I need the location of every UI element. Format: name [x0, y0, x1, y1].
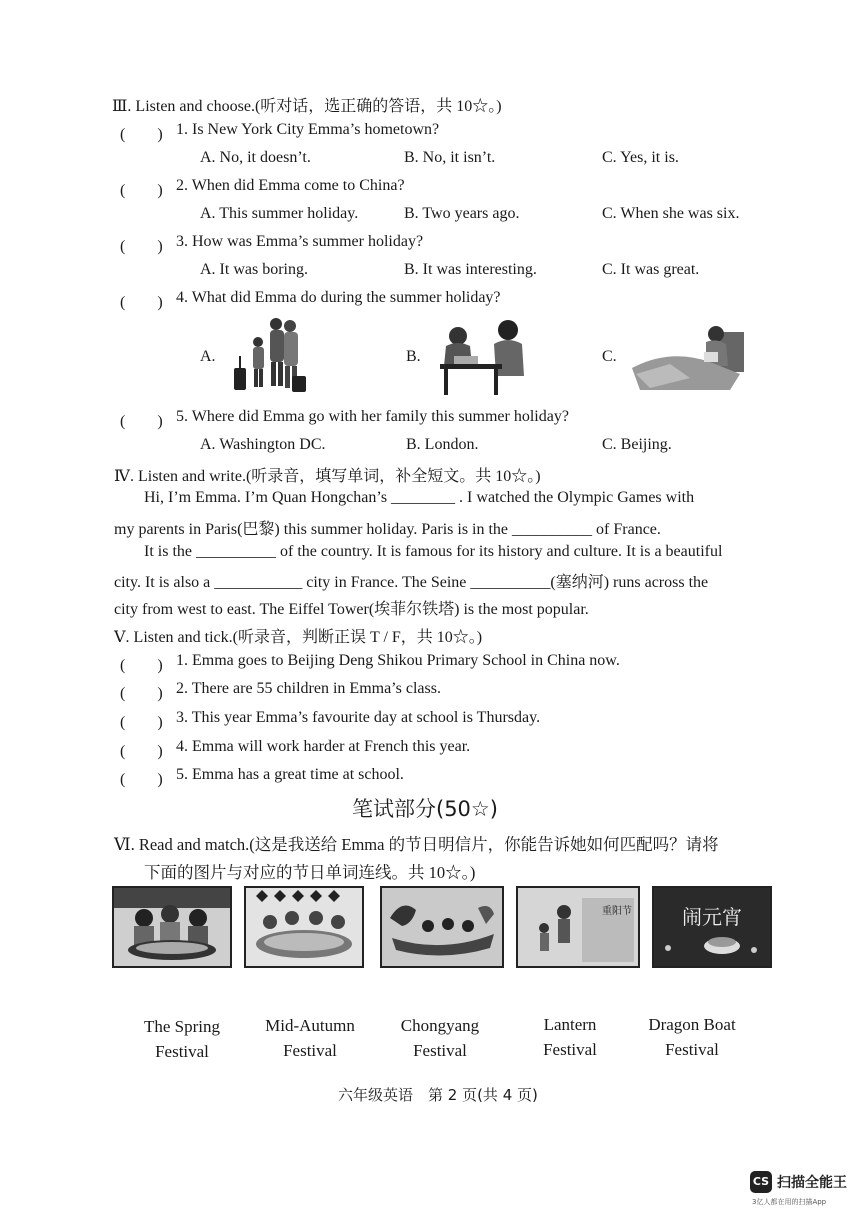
- q3-2-option-a: A. This summer holiday.: [200, 205, 359, 222]
- written-part-title: 笔试部分(50☆): [352, 797, 498, 821]
- q3-1-option-c: C. Yes, it is.: [602, 149, 679, 166]
- passage-line-1: Hi, I’m Emma. I’m Quan Hongchan’s ________ . I watched the Olympic Games with: [144, 489, 695, 506]
- section-6-title-line-2: 下面的图片与对应的节日单词连线。共 10☆。): [144, 863, 476, 882]
- q3-4-option-a: A.: [200, 348, 216, 365]
- festival-label-mid-autumn: [250, 1013, 370, 1063]
- q3-4-option-c: C.: [602, 348, 617, 365]
- q3-5-option-c: C. Beijing.: [602, 436, 672, 453]
- festival-dragon-boat-line2: Festival: [665, 1040, 719, 1059]
- festival-chongyang-line2: Festival: [413, 1041, 467, 1060]
- q5-3-bracket: ( ): [120, 714, 163, 731]
- festival-label-chongyang: [380, 1013, 500, 1063]
- q5-1-text: 1. Emma goes to Beijing Deng Shikou Primary School in China now.: [176, 652, 620, 669]
- q3-2-bracket: ( ): [120, 182, 163, 199]
- festival-chongyang-line1: Chongyang: [400, 1016, 480, 1035]
- travel-family-icon: [228, 316, 312, 398]
- q3-1-bracket: ( ): [120, 126, 163, 143]
- q3-3-text: 3. How was Emma’s summer holiday?: [176, 233, 424, 250]
- q3-4-bracket: ( ): [120, 294, 163, 311]
- festival-dragon-boat-line1: Dragon Boat: [648, 1015, 736, 1034]
- q3-4-text: 4. What did Emma do during the summer holiday?: [176, 289, 501, 306]
- watermark-name: 扫描全能王: [777, 1175, 847, 1191]
- q3-1-option-a: A. No, it doesn’t.: [200, 149, 311, 166]
- passage-line-2: my parents in Paris(巴黎) this summer holiday. Paris is in the __________ of France.: [114, 521, 661, 538]
- q3-3-option-a: A. It was boring.: [200, 261, 308, 278]
- q3-5-bracket: ( ): [120, 413, 163, 430]
- q5-5-bracket: ( ): [120, 771, 163, 788]
- chongyang-card-icon: [516, 886, 640, 968]
- q5-2-text: 2. There are 55 children in Emma’s class.: [176, 680, 441, 697]
- family-dinner-icon: [112, 886, 232, 968]
- section-3-title: Ⅲ. Listen and choose.(听对话，选正确的答语，共 10☆。): [112, 98, 502, 115]
- section-6-title-line-1: Ⅵ. Read and match.(这是我送给 Emma 的节日明信片，你能告诉她如何匹配吗？请将: [114, 835, 719, 854]
- q3-5-option-b: B. London.: [406, 436, 479, 453]
- lantern-yuanxiao-icon: [652, 886, 772, 968]
- festival-label-dragon-boat: [632, 1012, 752, 1062]
- q3-4-option-b: B.: [406, 348, 421, 365]
- q5-4-text: 4. Emma will work harder at French this year.: [176, 738, 471, 755]
- section-5-title: Ⅴ. Listen and tick.(听录音，判断正误 T / F，共 10☆。): [114, 629, 483, 646]
- chongyang-card-text: 重阳节: [602, 906, 632, 917]
- lantern-card-text: 闹元宵: [682, 905, 742, 929]
- passage-line-5: city from west to east. The Eiffel Tower(埃菲尔铁塔) is the most popular.: [114, 601, 589, 618]
- section-4-title: Ⅳ. Listen and write.(听录音，填写单词，补全短文。共 10☆。): [114, 468, 541, 485]
- q3-2-option-b: B. Two years ago.: [404, 205, 520, 222]
- festival-label-lantern: [510, 1012, 630, 1062]
- festival-spring-line2: Festival: [155, 1042, 209, 1061]
- festival-mid-autumn-line2: Festival: [283, 1041, 337, 1060]
- festival-label-spring: [122, 1014, 242, 1064]
- festival-spring-line1: The Spring: [143, 1017, 221, 1036]
- q3-5-option-a: A. Washington DC.: [200, 436, 326, 453]
- q3-5-text: 5. Where did Emma go with her family this summer holiday?: [176, 408, 569, 425]
- q5-3-text: 3. This year Emma’s favourite day at school is Thursday.: [176, 709, 541, 726]
- q3-2-text: 2. When did Emma come to China?: [176, 177, 405, 194]
- passage-line-4: city. It is also a ___________ city in France. The Seine __________(塞纳河) runs across the: [114, 574, 709, 591]
- cs-logo-icon: CS: [750, 1171, 772, 1193]
- q5-5-text: 5. Emma has a great time at school.: [176, 766, 404, 783]
- q5-2-bracket: ( ): [120, 685, 163, 702]
- girl-reading-in-bed-icon: [630, 318, 750, 394]
- q5-1-bracket: ( ): [120, 657, 163, 674]
- page-footer: 六年级英语 第 2 页(共 4 页): [338, 1086, 538, 1104]
- q3-3-option-b: B. It was interesting.: [404, 261, 537, 278]
- q5-4-bracket: ( ): [120, 743, 163, 760]
- q3-1-option-b: B. No, it isn’t.: [404, 149, 496, 166]
- passage-line-3: It is the __________ of the country. It is famous for its history and culture. It is a beautiful: [144, 543, 723, 560]
- watermark-tagline: 3亿人都在用的扫描App: [752, 1198, 827, 1206]
- dragon-boat-icon: [380, 886, 504, 968]
- festival-mid-autumn-line1: Mid-Autumn: [265, 1016, 355, 1035]
- festival-lantern-line2: Festival: [543, 1040, 597, 1059]
- q3-1-text: 1. Is New York City Emma’s hometown?: [176, 121, 440, 138]
- q3-3-option-c: C. It was great.: [602, 261, 700, 278]
- festival-lantern-line1: Lantern: [543, 1015, 597, 1034]
- q3-3-bracket: ( ): [120, 238, 163, 255]
- studying-girls-icon: [436, 316, 528, 396]
- q3-2-option-c: C. When she was six.: [602, 205, 740, 222]
- reunion-feast-icon: [244, 886, 364, 968]
- camscanner-watermark: [750, 1169, 854, 1215]
